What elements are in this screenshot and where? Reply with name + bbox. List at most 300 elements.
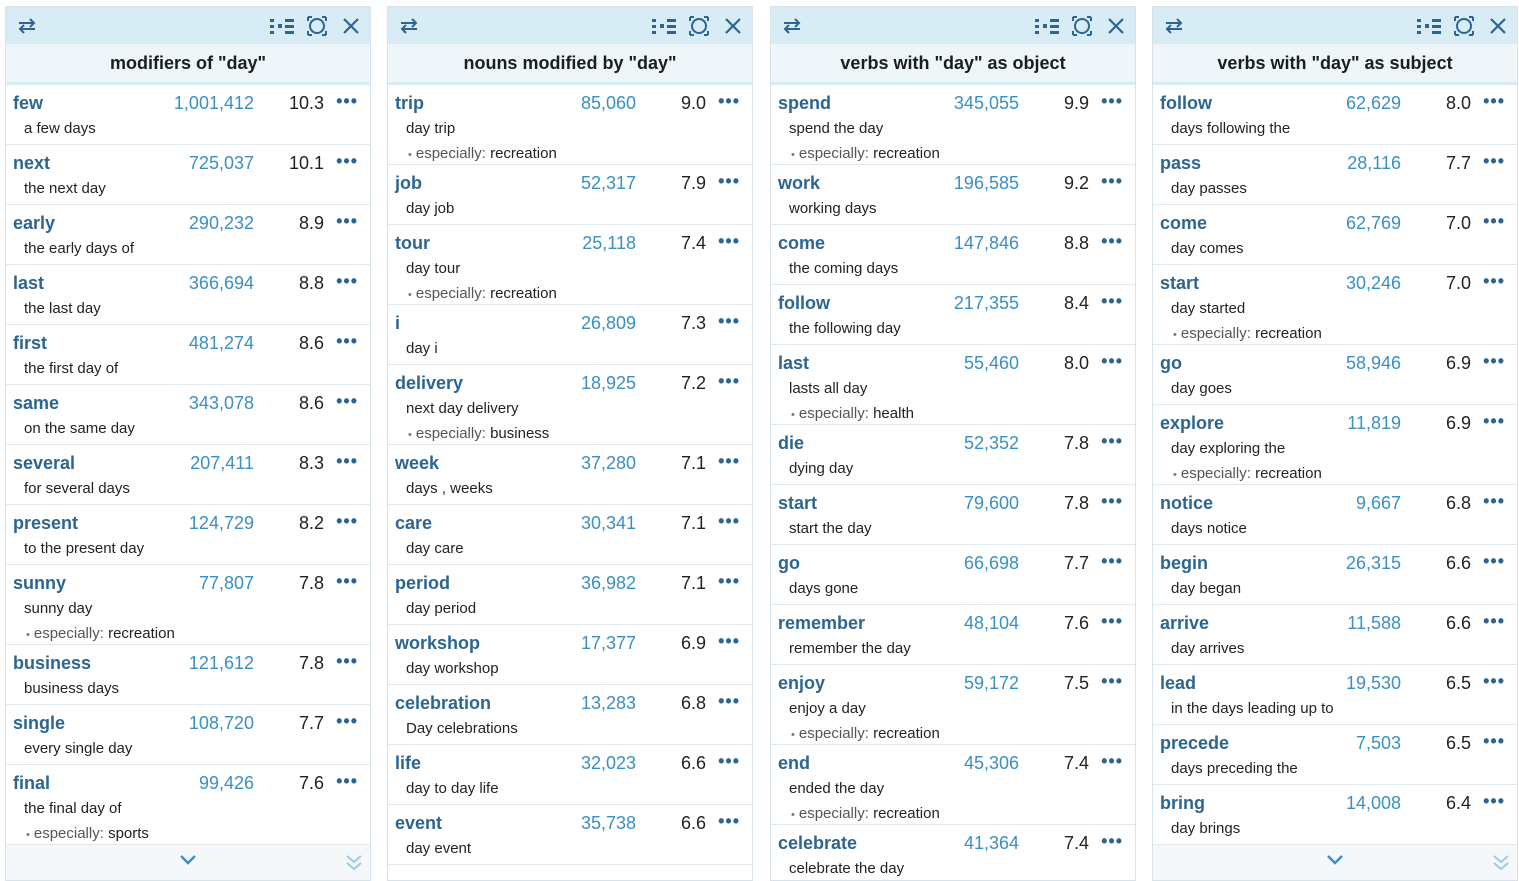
example-phrase: sunny day	[24, 600, 93, 617]
note-value: sports	[108, 825, 149, 842]
bullet-icon: •	[1173, 469, 1177, 481]
double-chevron-down-icon[interactable]	[1491, 853, 1511, 878]
collocate-word[interactable]: enjoy	[778, 673, 826, 693]
collocate-word[interactable]: follow	[1160, 93, 1212, 113]
note-label: especially:	[33, 625, 104, 642]
more-options-icon[interactable]: •••	[1483, 151, 1505, 171]
example-phrase: days , weeks	[406, 480, 493, 497]
more-options-icon[interactable]: •••	[1101, 431, 1123, 451]
more-options-icon[interactable]: •••	[718, 451, 740, 471]
example-phrase: day began	[1171, 580, 1242, 597]
more-options-icon[interactable]: •••	[1101, 751, 1123, 771]
example-phrase: day brings	[1171, 820, 1241, 837]
more-options-icon[interactable]: •••	[336, 711, 358, 731]
more-options-icon[interactable]: •••	[718, 751, 740, 771]
collocation-row	[1153, 85, 1517, 145]
collocate-word[interactable]: spend	[778, 93, 832, 113]
collocation-row	[771, 485, 1135, 545]
collocate-frequency: 1,001,412	[173, 93, 254, 113]
collocate-score: 7.3	[680, 313, 706, 333]
collocation-row	[388, 305, 752, 365]
collocate-frequency: 14,008	[1345, 793, 1401, 813]
collocation-row	[6, 445, 370, 505]
more-options-icon[interactable]: •••	[336, 271, 358, 291]
column-layout-icon[interactable]	[268, 7, 296, 44]
more-options-icon[interactable]: •••	[336, 771, 358, 791]
collocation-row	[1153, 145, 1517, 205]
collocate-word[interactable]: period	[395, 573, 451, 593]
collocation-row	[6, 645, 370, 705]
example-phrase: day tour	[406, 260, 461, 277]
column-layout-icon[interactable]	[650, 7, 678, 44]
collocate-score: 7.1	[680, 573, 706, 593]
collocate-score: 8.6	[298, 393, 324, 413]
more-options-icon[interactable]: •••	[718, 511, 740, 531]
more-options-icon[interactable]: •••	[336, 91, 358, 111]
collocation-row	[1153, 265, 1517, 345]
collocate-word[interactable]: work	[778, 173, 821, 193]
example-phrase: ended the day	[789, 780, 885, 797]
more-options-icon[interactable]: •••	[1483, 491, 1505, 511]
example-phrase: day passes	[1171, 180, 1247, 197]
collocate-frequency: 9,667	[1355, 493, 1401, 513]
close-icon[interactable]	[720, 7, 746, 44]
collocation-row	[388, 225, 752, 305]
collocate-score: 6.8	[680, 693, 706, 713]
collocate-word[interactable]: come	[778, 233, 826, 253]
focus-icon[interactable]	[1451, 7, 1477, 44]
more-options-icon[interactable]: •••	[1483, 91, 1505, 111]
collocate-frequency: 124,729	[188, 513, 254, 533]
example-phrase: day arrives	[1171, 640, 1245, 657]
collocate-score: 7.7	[1063, 553, 1089, 573]
collocate-score: 7.8	[298, 573, 324, 593]
note-label: especially:	[1180, 465, 1251, 482]
panel-footer	[6, 844, 370, 880]
collocate-word[interactable]: bring	[1160, 793, 1205, 813]
collocate-frequency: 345,055	[953, 93, 1019, 113]
collocation-row	[1153, 545, 1517, 605]
chevron-down-icon[interactable]	[1325, 853, 1345, 872]
note-value: recreation	[1255, 465, 1322, 482]
close-icon[interactable]	[338, 7, 364, 44]
more-options-icon[interactable]: •••	[718, 811, 740, 831]
collocate-frequency: 13,283	[580, 693, 636, 713]
note-value: recreation	[873, 805, 940, 822]
example-phrase: day period	[406, 600, 477, 617]
collocate-frequency: 48,104	[963, 613, 1019, 633]
collocate-score: 9.2	[1063, 173, 1089, 193]
example-phrase: day to day life	[406, 780, 499, 797]
example-phrase: for several days	[24, 480, 130, 497]
more-options-icon[interactable]: •••	[1483, 551, 1505, 571]
collocate-frequency: 11,819	[1347, 413, 1401, 433]
collocate-frequency: 62,629	[1345, 93, 1401, 113]
note-value: recreation	[108, 625, 175, 642]
collocation-row	[6, 505, 370, 565]
chevron-down-icon[interactable]	[178, 853, 198, 872]
collocate-score: 6.5	[1445, 733, 1471, 753]
collocation-row	[6, 565, 370, 645]
bullet-icon: •	[791, 409, 795, 421]
collocate-word[interactable]: life	[395, 753, 422, 773]
note-label: especially:	[415, 425, 486, 442]
collocation-row	[1153, 785, 1517, 845]
collocate-frequency: 77,807	[198, 573, 254, 593]
note-label: especially:	[798, 725, 869, 742]
example-phrase: day workshop	[406, 660, 499, 677]
bullet-icon: •	[26, 629, 30, 641]
more-options-icon[interactable]: •••	[718, 371, 740, 391]
collocate-word[interactable]: i	[395, 313, 401, 333]
panel-title: verbs with "day" as object	[771, 44, 1135, 85]
more-options-icon[interactable]: •••	[1101, 171, 1123, 191]
collocate-score: 8.8	[1063, 233, 1089, 253]
collocate-word[interactable]: single	[13, 713, 66, 733]
collocate-score: 7.8	[1063, 433, 1089, 453]
collocate-frequency: 41,364	[963, 833, 1019, 853]
domain-note	[791, 145, 940, 162]
collocate-frequency: 196,585	[953, 173, 1019, 193]
collocate-word[interactable]: notice	[1160, 493, 1214, 513]
collocation-list	[6, 85, 370, 880]
note-label: especially:	[798, 805, 869, 822]
more-options-icon[interactable]: •••	[1101, 351, 1123, 371]
collocate-word[interactable]: final	[13, 773, 51, 793]
collocate-word[interactable]: present	[13, 513, 79, 533]
collocate-frequency: 25,118	[582, 233, 636, 253]
collocation-row	[771, 545, 1135, 605]
collocation-row	[388, 805, 752, 865]
collocate-score: 8.6	[298, 333, 324, 353]
collocate-frequency: 343,078	[188, 393, 254, 413]
collocate-frequency: 108,720	[188, 713, 254, 733]
collocate-score: 6.9	[1445, 413, 1471, 433]
collocation-row	[1153, 205, 1517, 265]
collocate-word[interactable]: celebration	[395, 693, 492, 713]
collocate-score: 7.4	[1063, 753, 1089, 773]
example-phrase: working days	[789, 200, 877, 217]
more-options-icon[interactable]: •••	[1483, 731, 1505, 751]
note-label: especially:	[415, 285, 486, 302]
more-options-icon[interactable]: •••	[718, 311, 740, 331]
collocate-word[interactable]: explore	[1160, 413, 1225, 433]
example-phrase: lasts all day	[789, 380, 868, 397]
collocation-row	[6, 705, 370, 765]
collocation-row	[6, 385, 370, 445]
example-phrase: start the day	[789, 520, 872, 537]
collocate-word[interactable]: job	[395, 173, 422, 193]
more-options-icon[interactable]: •••	[1101, 291, 1123, 311]
panel-toolbar	[388, 7, 752, 44]
collocate-word[interactable]: remember	[778, 613, 866, 633]
collocation-row	[1153, 405, 1517, 485]
collocate-frequency: 52,352	[963, 433, 1019, 453]
collocate-word[interactable]: workshop	[395, 633, 481, 653]
collocate-score: 7.6	[1063, 613, 1089, 633]
collocate-score: 7.1	[680, 453, 706, 473]
domain-note	[791, 725, 940, 742]
more-options-icon[interactable]: •••	[1101, 671, 1123, 691]
domain-note	[26, 825, 149, 842]
more-options-icon[interactable]: •••	[1483, 351, 1505, 371]
note-label: especially:	[415, 145, 486, 162]
collocate-score: 7.0	[1445, 213, 1471, 233]
collocation-row	[771, 165, 1135, 225]
collocation-row	[1153, 725, 1517, 785]
collocate-score: 10.3	[288, 93, 324, 113]
collocate-frequency: 62,769	[1345, 213, 1401, 233]
collocate-frequency: 725,037	[188, 153, 254, 173]
example-phrase: next day delivery	[406, 400, 519, 417]
collocate-word[interactable]: start	[778, 493, 818, 513]
note-value: recreation	[873, 145, 940, 162]
domain-note	[1173, 325, 1322, 342]
collocation-panel	[1152, 6, 1518, 881]
more-options-icon[interactable]: •••	[1101, 831, 1123, 851]
collocate-frequency: 45,306	[963, 753, 1019, 773]
collocate-word[interactable]: first	[13, 333, 48, 353]
collocate-frequency: 85,060	[580, 93, 636, 113]
collocate-word[interactable]: end	[778, 753, 811, 773]
collocate-frequency: 11,588	[1347, 613, 1401, 633]
collocate-frequency: 30,341	[580, 513, 636, 533]
collocate-score: 8.9	[298, 213, 324, 233]
collocate-word[interactable]: delivery	[395, 373, 464, 393]
collocation-row	[771, 225, 1135, 285]
collocation-row	[388, 745, 752, 805]
collocation-row	[388, 165, 752, 225]
example-phrase: the final day of	[24, 800, 122, 817]
collocate-word[interactable]: trip	[395, 93, 424, 113]
example-phrase: day i	[406, 340, 438, 357]
collocate-frequency: 28,116	[1347, 153, 1401, 173]
swap-arrows-icon[interactable]	[779, 7, 805, 44]
example-phrase: day goes	[1171, 380, 1232, 397]
more-options-icon[interactable]: •••	[1101, 231, 1123, 251]
collocate-frequency: 55,460	[963, 353, 1019, 373]
swap-arrows-icon[interactable]	[14, 7, 40, 44]
collocate-word[interactable]: business	[13, 653, 92, 673]
collocate-frequency: 52,317	[580, 173, 636, 193]
example-phrase: Day celebrations	[406, 720, 518, 737]
collocate-score: 7.6	[298, 773, 324, 793]
example-phrase: days preceding the	[1171, 760, 1298, 777]
column-layout-icon[interactable]	[1415, 7, 1443, 44]
column-layout-icon[interactable]	[1033, 7, 1061, 44]
bullet-icon: •	[408, 149, 412, 161]
collocate-word[interactable]: pass	[1160, 153, 1202, 173]
collocation-row	[771, 345, 1135, 425]
swap-arrows-icon[interactable]	[1161, 7, 1187, 44]
collocate-word[interactable]: event	[395, 813, 443, 833]
collocation-row	[771, 745, 1135, 825]
example-phrase: celebrate the day	[789, 860, 905, 877]
panel-title: modifiers of "day"	[6, 44, 370, 85]
domain-note	[408, 145, 557, 162]
collocation-row	[771, 605, 1135, 665]
bullet-icon: •	[408, 289, 412, 301]
more-options-icon[interactable]: •••	[718, 691, 740, 711]
more-options-icon[interactable]: •••	[718, 631, 740, 651]
collocate-score: 7.1	[680, 513, 706, 533]
example-phrase: day started	[1171, 300, 1246, 317]
collocation-row	[771, 85, 1135, 165]
collocation-row	[6, 205, 370, 265]
focus-icon[interactable]	[1069, 7, 1095, 44]
more-options-icon[interactable]: •••	[336, 451, 358, 471]
more-options-icon[interactable]: •••	[718, 571, 740, 591]
example-phrase: days following the	[1171, 120, 1291, 137]
collocate-score: 10.1	[288, 153, 324, 173]
focus-icon[interactable]	[304, 7, 330, 44]
collocate-word[interactable]: next	[13, 153, 51, 173]
collocation-row	[771, 285, 1135, 345]
collocate-frequency: 26,315	[1345, 553, 1401, 573]
collocate-score: 6.6	[1445, 553, 1471, 573]
more-options-icon[interactable]: •••	[1101, 611, 1123, 631]
more-options-icon[interactable]: •••	[336, 651, 358, 671]
collocation-row	[6, 325, 370, 385]
collocate-word[interactable]: go	[778, 553, 800, 573]
collocate-score: 6.6	[680, 753, 706, 773]
collocation-panel	[5, 6, 371, 881]
close-icon[interactable]	[1485, 7, 1511, 44]
double-chevron-down-icon[interactable]	[344, 853, 364, 878]
collocate-word[interactable]: several	[13, 453, 76, 473]
example-phrase: spend the day	[789, 120, 884, 137]
collocate-word[interactable]: care	[395, 513, 433, 533]
collocate-score: 6.4	[1445, 793, 1471, 813]
domain-note	[791, 805, 940, 822]
focus-icon[interactable]	[686, 7, 712, 44]
example-phrase: day trip	[406, 120, 456, 137]
collocation-list	[1153, 85, 1517, 880]
domain-note	[26, 625, 175, 642]
collocate-word[interactable]: same	[13, 393, 60, 413]
collocation-row	[1153, 485, 1517, 545]
more-options-icon[interactable]: •••	[718, 91, 740, 111]
more-options-icon[interactable]: •••	[1483, 611, 1505, 631]
collocate-frequency: 481,274	[188, 333, 254, 353]
collocate-frequency: 17,377	[580, 633, 636, 653]
collocate-frequency: 207,411	[190, 453, 254, 473]
collocate-word[interactable]: last	[778, 353, 810, 373]
more-options-icon[interactable]: •••	[336, 571, 358, 591]
example-phrase: days gone	[789, 580, 859, 597]
example-phrase: to the present day	[24, 540, 145, 557]
more-options-icon[interactable]: •••	[1483, 671, 1505, 691]
example-phrase: a few days	[24, 120, 96, 137]
more-options-icon[interactable]: •••	[336, 331, 358, 351]
collocate-frequency: 366,694	[188, 273, 254, 293]
swap-arrows-icon[interactable]	[396, 7, 422, 44]
collocate-word[interactable]: lead	[1160, 673, 1197, 693]
panel-toolbar	[1153, 7, 1517, 44]
more-options-icon[interactable]: •••	[1483, 211, 1505, 231]
more-options-icon[interactable]: •••	[336, 211, 358, 231]
bullet-icon: •	[26, 829, 30, 841]
more-options-icon[interactable]: •••	[336, 391, 358, 411]
collocate-word[interactable]: precede	[1160, 733, 1230, 753]
collocation-panel	[770, 6, 1136, 881]
collocate-word[interactable]: die	[778, 433, 805, 453]
collocation-row	[1153, 665, 1517, 725]
collocate-frequency: 79,600	[963, 493, 1019, 513]
more-options-icon[interactable]: •••	[718, 171, 740, 191]
domain-note	[408, 425, 549, 442]
note-label: especially:	[33, 825, 104, 842]
collocate-word[interactable]: arrive	[1160, 613, 1210, 633]
collocate-score: 7.9	[680, 173, 706, 193]
collocate-word[interactable]: start	[1160, 273, 1200, 293]
collocation-list	[388, 85, 752, 880]
collocate-word[interactable]: last	[13, 273, 45, 293]
collocate-word[interactable]: come	[1160, 213, 1208, 233]
collocate-word[interactable]: few	[13, 93, 44, 113]
collocation-row	[388, 685, 752, 745]
collocate-frequency: 26,809	[580, 313, 636, 333]
more-options-icon[interactable]: •••	[1101, 491, 1123, 511]
collocate-frequency: 19,530	[1345, 673, 1401, 693]
collocate-score: 8.4	[1063, 293, 1089, 313]
example-phrase: day exploring the	[1171, 440, 1286, 457]
domain-note	[1173, 465, 1322, 482]
note-value: recreation	[490, 145, 557, 162]
collocate-frequency: 32,023	[580, 753, 636, 773]
example-phrase: the coming days	[789, 260, 899, 277]
collocate-word[interactable]: week	[395, 453, 440, 473]
collocate-word[interactable]: celebrate	[778, 833, 858, 853]
more-options-icon[interactable]: •••	[1483, 411, 1505, 431]
collocation-row	[771, 425, 1135, 485]
more-options-icon[interactable]: •••	[1101, 551, 1123, 571]
collocate-score: 6.9	[1445, 353, 1471, 373]
collocate-score: 7.7	[1445, 153, 1471, 173]
collocate-frequency: 58,946	[1345, 353, 1401, 373]
collocation-row	[6, 265, 370, 325]
note-value: recreation	[1255, 325, 1322, 342]
collocate-score: 6.9	[680, 633, 706, 653]
collocate-word[interactable]: go	[1160, 353, 1182, 373]
example-phrase: the following day	[789, 320, 901, 337]
example-phrase: the next day	[24, 180, 106, 197]
collocate-score: 7.0	[1445, 273, 1471, 293]
note-value: recreation	[873, 725, 940, 742]
collocate-score: 7.4	[1063, 833, 1089, 853]
example-phrase: in the days leading up to	[1171, 700, 1334, 717]
more-options-icon[interactable]: •••	[1483, 791, 1505, 811]
collocate-word[interactable]: begin	[1160, 553, 1208, 573]
collocation-list	[771, 85, 1135, 880]
more-options-icon[interactable]: •••	[336, 511, 358, 531]
panel-footer	[1153, 844, 1517, 880]
bullet-icon: •	[1173, 329, 1177, 341]
note-value: recreation	[490, 285, 557, 302]
more-options-icon[interactable]: •••	[1483, 271, 1505, 291]
collocation-row	[6, 145, 370, 205]
example-phrase: on the same day	[24, 420, 135, 437]
collocate-word[interactable]: follow	[778, 293, 830, 313]
more-options-icon[interactable]: •••	[718, 231, 740, 251]
close-icon[interactable]	[1103, 7, 1129, 44]
more-options-icon[interactable]: •••	[1101, 91, 1123, 111]
domain-note	[791, 405, 914, 422]
collocate-word[interactable]: sunny	[13, 573, 67, 593]
collocate-word[interactable]: early	[13, 213, 56, 233]
more-options-icon[interactable]: •••	[336, 151, 358, 171]
collocate-word[interactable]: tour	[395, 233, 430, 253]
